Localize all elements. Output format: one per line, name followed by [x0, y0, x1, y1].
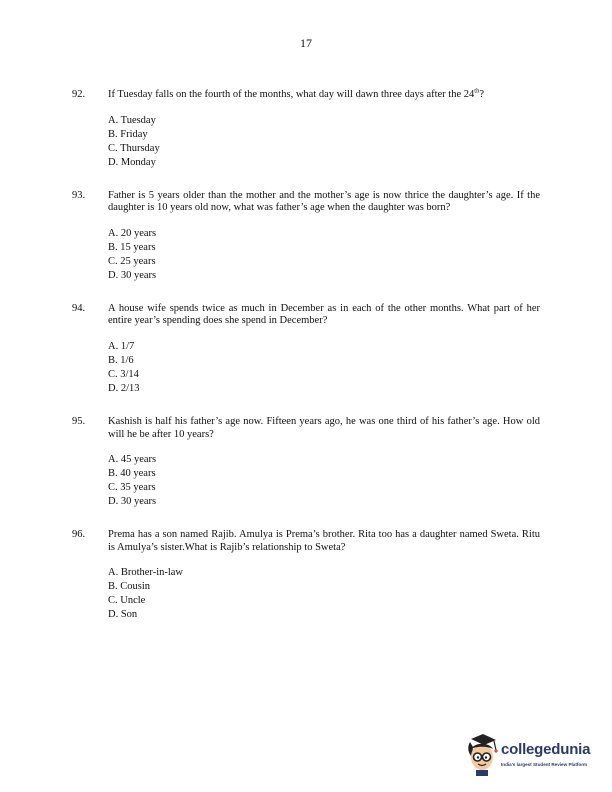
- option-c: C. 25 years: [108, 255, 156, 267]
- option-d: D. Son: [108, 609, 138, 621]
- question-text: If Tuesday falls on the fourth of the months, what day will dawn three days after the 24th?: [108, 87, 484, 100]
- options-list: [108, 453, 540, 509]
- options-list: [108, 114, 540, 170]
- question-95: [72, 416, 540, 509]
- question-number: 95.: [72, 415, 86, 427]
- brand-tagline: India's largest Student Review Platform: [501, 762, 588, 767]
- option-a: A. Tuesday: [108, 114, 156, 126]
- mascot-logo-icon: [463, 733, 499, 777]
- question-94: [72, 303, 540, 396]
- option-a: A. 20 years: [108, 227, 157, 239]
- options-list: [108, 227, 540, 283]
- option-d: D. 2/13: [108, 382, 140, 394]
- options-list: [108, 566, 540, 622]
- question-number: 93.: [72, 189, 86, 201]
- option-c: C. Thursday: [108, 142, 160, 154]
- option-c: C. 35 years: [108, 482, 156, 494]
- option-a: A. Brother-in-law: [108, 567, 184, 579]
- brand-name: collegedunia: [501, 741, 591, 758]
- question-list: [72, 89, 540, 642]
- question-text: Father is 5 years older than the mother and the mother’s age is now thrice the daughter’s age. If the daughter is 10 years old now, what was father’s age when the daughter was born?: [108, 189, 540, 214]
- option-b: B. 15 years: [108, 241, 156, 253]
- option-b: B. 1/6: [108, 354, 134, 366]
- collegedunia-brand: [463, 733, 603, 779]
- page-number: 17: [300, 36, 312, 50]
- option-c: C. 3/14: [108, 368, 139, 380]
- option-d: D. 30 years: [108, 269, 157, 281]
- question-number: 94.: [72, 302, 86, 314]
- question-93: [72, 190, 540, 283]
- question-text: A house wife spends twice as much in December as in each of the other months. What part of her entire year’s spending does she spend in December?: [108, 302, 540, 327]
- option-d: D. Monday: [108, 156, 156, 168]
- question-96: [72, 529, 540, 622]
- option-a: A. 45 years: [108, 454, 157, 466]
- question-text: Prema has a son named Rajib. Amulya is Prema’s brother. Rita too has a daughter named Sweta. Ritu is Amulya’s sister.What is Rajib’s relationship to Sweta?: [108, 529, 540, 553]
- options-list: [108, 340, 540, 396]
- question-92: [72, 89, 540, 170]
- option-d: D. 30 years: [108, 496, 157, 508]
- option-b: B. 40 years: [108, 468, 156, 480]
- ordinal-suffix: th: [474, 87, 480, 95]
- option-a: A. 1/7: [108, 340, 135, 352]
- option-c: C. Uncle: [108, 595, 146, 607]
- question-text: Kashish is half his father’s age now. Fifteen years ago, he was one third of his father’s age. How old will he be after 10 years?: [108, 415, 540, 440]
- question-number: 92.: [72, 89, 86, 100]
- question-number: 96.: [72, 529, 86, 541]
- option-b: B. Cousin: [108, 581, 151, 593]
- option-b: B. Friday: [108, 128, 148, 140]
